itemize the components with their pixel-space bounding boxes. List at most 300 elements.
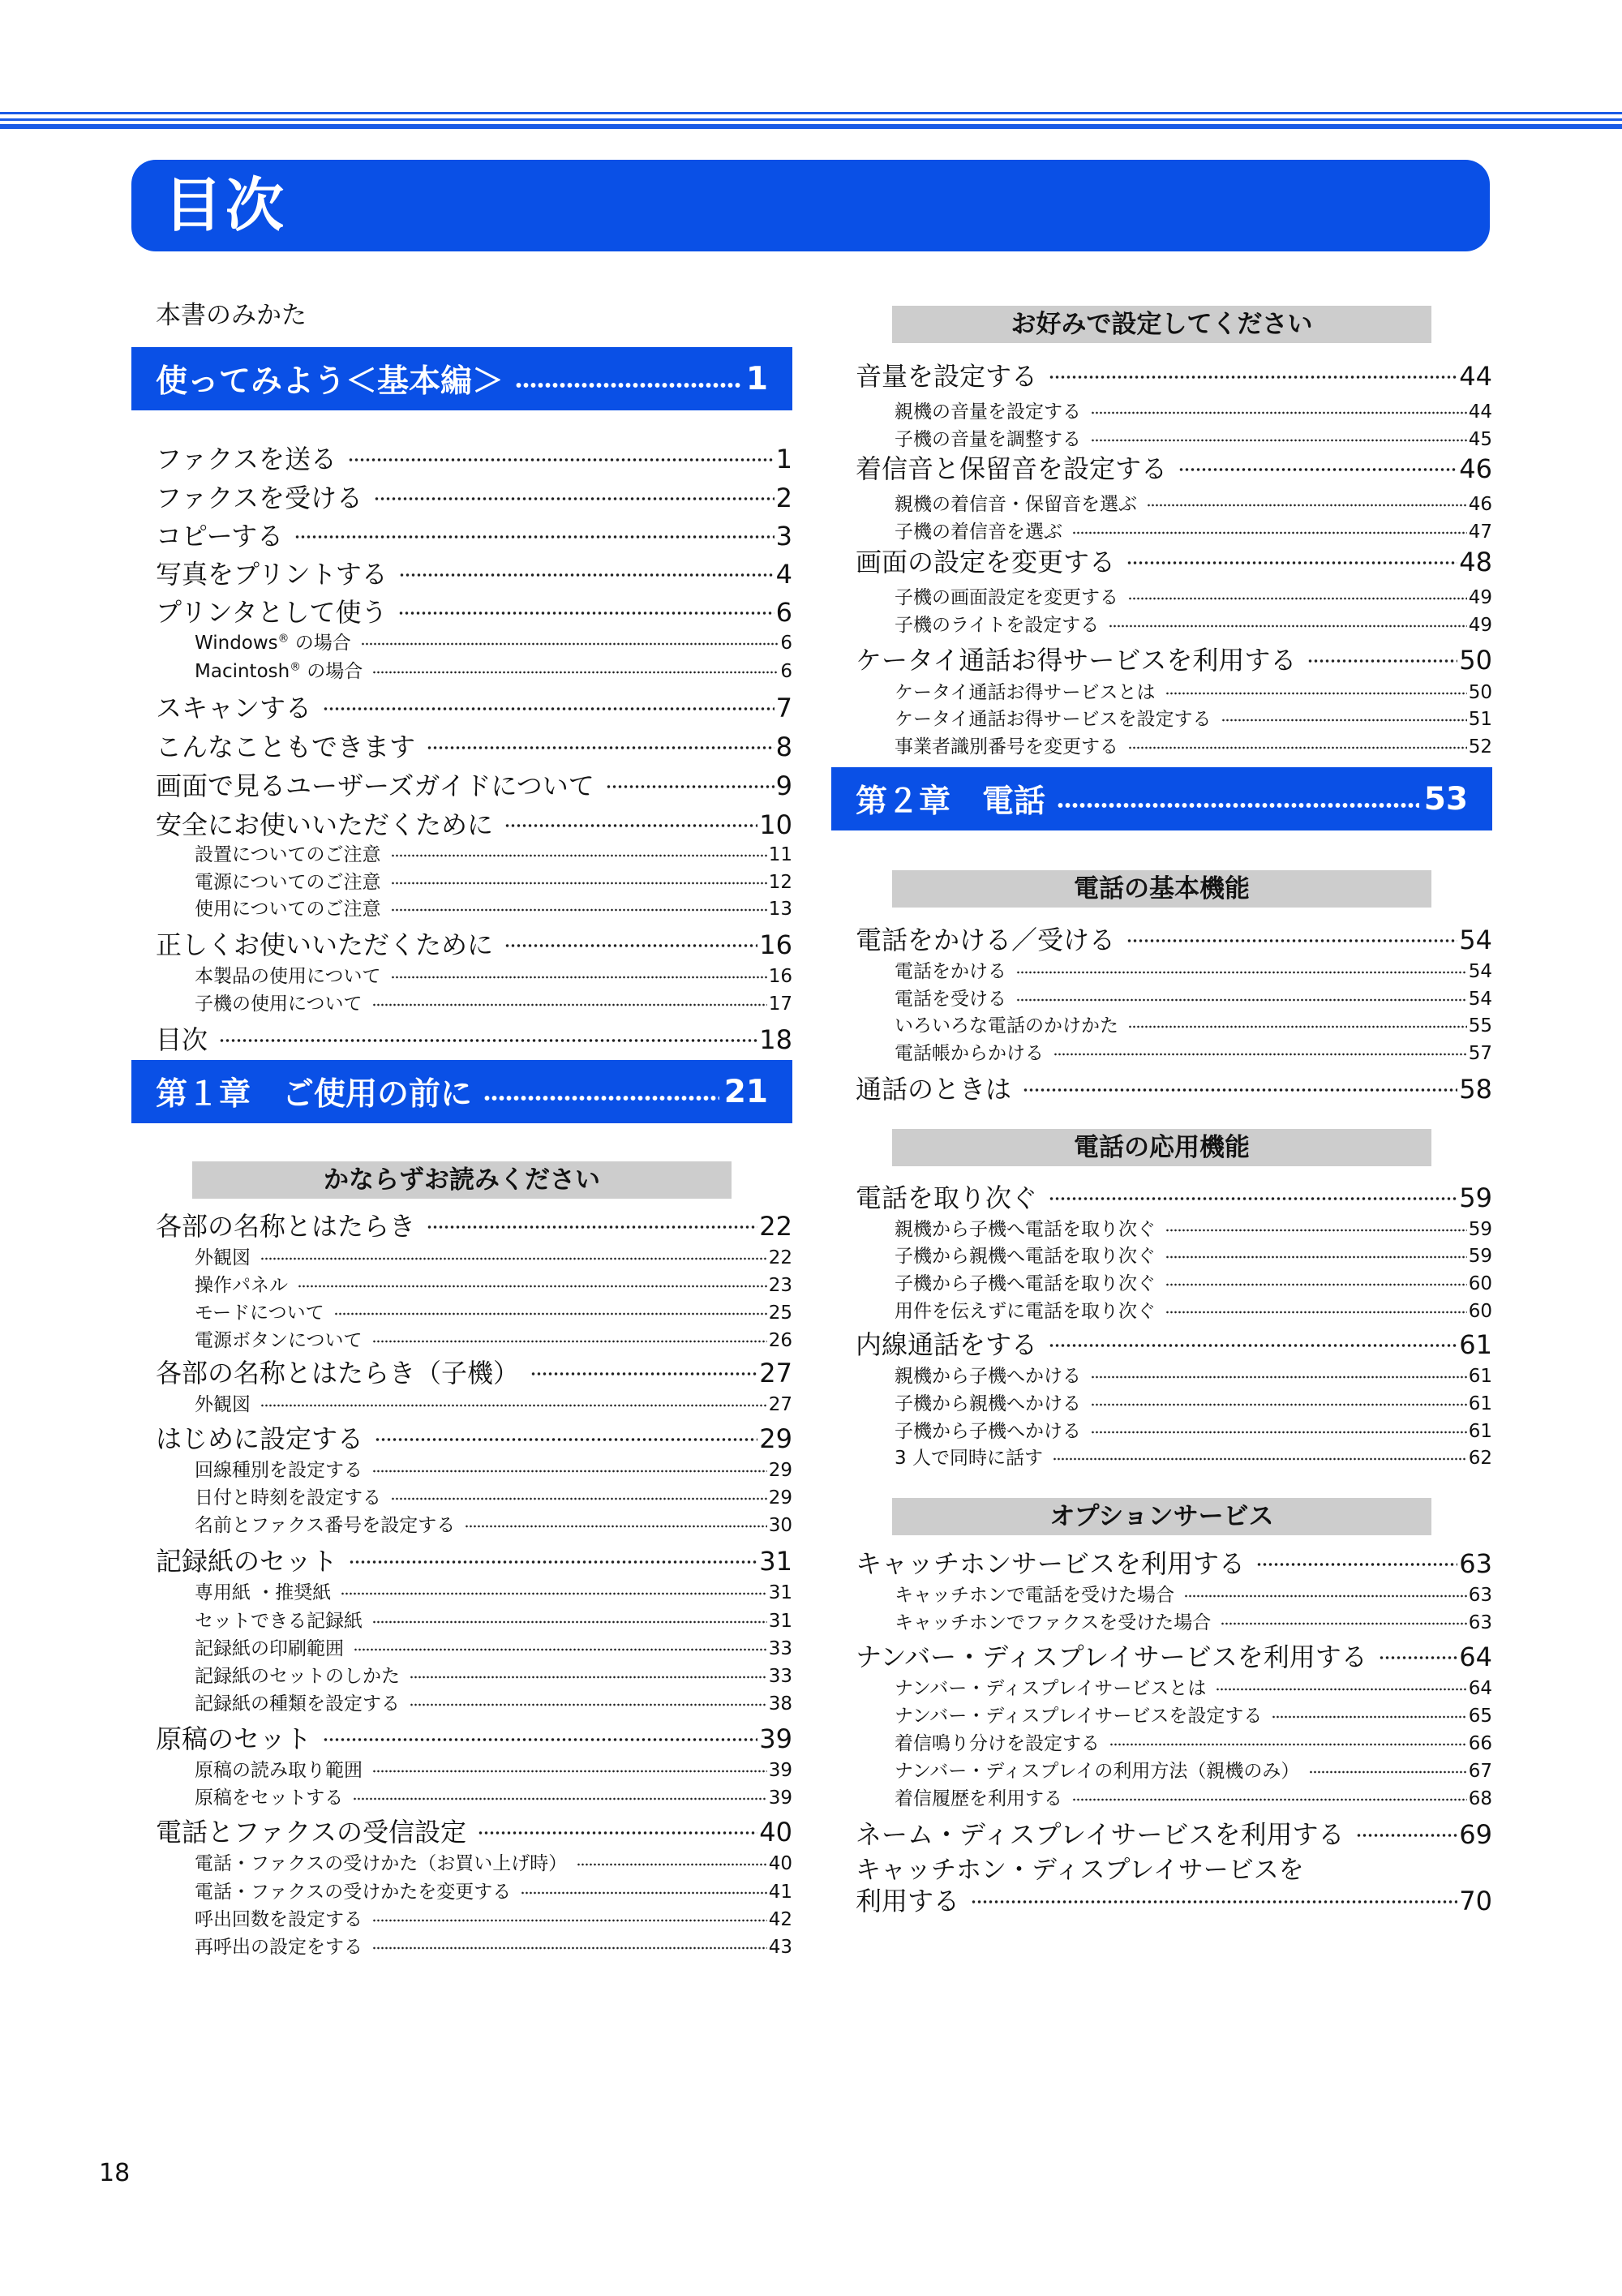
dot-leader — [1049, 1195, 1457, 1203]
toc-subentry-label: ケータイ通話お得サービスとは — [895, 682, 1156, 703]
toc-subentry — [895, 732, 1492, 756]
toc-subentry — [195, 1325, 792, 1350]
toc-subentry-label: 使用についてのご注意 — [195, 899, 381, 920]
toc-subentry-page: 57 — [1468, 1043, 1492, 1064]
toc-subentry-page: 68 — [1468, 1788, 1492, 1809]
toc-subentry-page: 54 — [1468, 961, 1492, 982]
toc-entry-page: 18 — [759, 1024, 792, 1055]
toc-subentry-label: 子機から子機へかける — [895, 1421, 1081, 1442]
dot-leader — [1165, 1227, 1467, 1234]
toc-subentry-page: 62 — [1468, 1448, 1492, 1469]
toc-entry-page: 31 — [759, 1546, 792, 1577]
toc-subentry-label: 操作パネル — [195, 1275, 288, 1296]
toc-subentry — [895, 582, 1492, 607]
toc-subentry-label: 記録紙の種類を設定する — [195, 1693, 400, 1714]
toc-subentry — [195, 1877, 792, 1901]
toc-subentry-page: 6 — [780, 661, 792, 682]
toc-subentry-label: ナンバー・ディスプレイの利用方法（親機のみ） — [895, 1761, 1300, 1782]
dot-leader — [410, 1702, 767, 1708]
toc-subentry-page: 38 — [768, 1693, 792, 1714]
dot-leader — [504, 822, 757, 830]
toc-subentry-label: 電話・ファクスの受けかたを変更する — [195, 1882, 512, 1903]
dot-leader — [1379, 1654, 1458, 1662]
toc-entry-page: 10 — [759, 809, 792, 840]
toc-subentry — [195, 1389, 792, 1414]
toc-subentry-label: 再呼出の設定をする — [195, 1937, 363, 1958]
toc-subentry — [895, 1011, 1492, 1035]
dot-leader — [372, 1917, 767, 1924]
toc-subentry-label: 名前とファクス番号を設定する — [195, 1515, 456, 1536]
toc-subentry-page: 60 — [1468, 1301, 1492, 1322]
page-title: 目次 — [164, 171, 288, 239]
chapter-page: 53 — [1423, 780, 1468, 818]
toc-entry-page: 69 — [1459, 1819, 1492, 1850]
dot-leader — [1309, 1769, 1466, 1775]
toc-subentry-page: 29 — [768, 1487, 792, 1508]
toc-entry-label: 音量を設定する — [856, 361, 1038, 392]
toc-subentry-label: 子機から親機へ電話を取り次ぐ — [895, 1246, 1156, 1267]
section-heading: オプションサービス — [892, 1498, 1431, 1535]
toc-subentry — [195, 894, 792, 918]
toc-subentry-page: 52 — [1468, 736, 1492, 757]
toc-subentry-label: 着信鳴り分けを設定する — [895, 1733, 1100, 1754]
toc-subentry — [895, 1443, 1492, 1467]
toc-entry-label: 画面の設定を変更する — [856, 547, 1116, 577]
toc-entry — [156, 1719, 792, 1754]
toc-subentry — [895, 1783, 1492, 1808]
toc-subentry-page: 16 — [768, 966, 792, 987]
toc-subentry-page: 65 — [1468, 1706, 1492, 1727]
toc-subentry — [195, 961, 792, 985]
toc-entry-page: 29 — [759, 1423, 792, 1454]
dot-leader — [1072, 1796, 1467, 1803]
toc-entry-label: 各部の名称とはたらき — [156, 1211, 416, 1242]
dot-leader — [1221, 1620, 1466, 1627]
dot-leader — [1109, 1741, 1467, 1748]
header-rule-thin-2 — [0, 118, 1622, 121]
dot-leader — [361, 641, 779, 647]
toc-entry-page: 70 — [1459, 1886, 1492, 1916]
toc-subentry — [895, 1268, 1492, 1293]
toc-entry-page: 54 — [1459, 925, 1492, 955]
toc-subentry-page: 39 — [768, 1760, 792, 1781]
dot-leader — [1091, 410, 1467, 416]
toc-subentry-page: 66 — [1468, 1733, 1492, 1754]
dot-leader — [1091, 1374, 1467, 1380]
toc-entry-label: ネーム・ディスプレイサービスを利用する — [856, 1819, 1345, 1850]
toc-subentry — [195, 1783, 792, 1807]
toc-subentry-page: 60 — [1468, 1273, 1492, 1294]
toc-entry-page: 59 — [1459, 1182, 1492, 1213]
header-rule-thick — [0, 124, 1622, 129]
toc-entry-page: 7 — [775, 693, 792, 723]
toc-subentry — [895, 1241, 1492, 1265]
toc-subentry-label: ケータイ通話お得サービスを設定する — [895, 709, 1212, 730]
toc-subentry — [895, 1673, 1492, 1697]
dot-leader — [294, 533, 775, 541]
dot-leader — [1165, 1309, 1467, 1315]
toc-subentry-label: 親機から子機へかける — [895, 1366, 1081, 1387]
toc-subentry-page: 49 — [1468, 587, 1492, 608]
dot-leader — [372, 1945, 767, 1951]
toc-subentry-label: 電源についてのご注意 — [195, 872, 381, 893]
chapter-banner — [131, 347, 792, 410]
toc-entry — [156, 766, 792, 801]
toc-entry — [156, 805, 792, 840]
toc-subentry-page: 63 — [1468, 1585, 1492, 1606]
toc-subentry-label: 本製品の使用について — [195, 966, 381, 987]
toc-subentry-page: 12 — [768, 872, 792, 893]
toc-entry-label: 着信音と保留音を設定する — [856, 453, 1168, 484]
dot-leader — [1165, 1281, 1467, 1288]
dot-leader — [372, 669, 779, 676]
toc-entry-label: キャッチホンサービスを利用する — [856, 1548, 1246, 1579]
toc-subentry-label: 子機から親機へかける — [895, 1393, 1081, 1414]
toc-subentry-label: 子機の音量を調整する — [895, 429, 1081, 450]
toc-subentry-page: 25 — [768, 1302, 792, 1324]
chapter-title: 使ってみよう＜基本編＞ — [156, 363, 504, 400]
toc-subentry-page: 43 — [768, 1937, 792, 1958]
toc-subentry-label: 用件を伝えずに電話を取り次ぐ — [895, 1301, 1156, 1322]
toc-entry — [856, 448, 1492, 484]
dot-leader — [298, 1283, 767, 1290]
toc-entry-page: 40 — [759, 1817, 792, 1848]
toc-subentry — [895, 1416, 1492, 1440]
toc-subentry — [895, 610, 1492, 634]
toc-subentry — [195, 1242, 792, 1267]
chapter-page: 1 — [745, 360, 768, 397]
toc-subentry-label: 子機から子機へ電話を取り次ぐ — [895, 1273, 1156, 1294]
toc-entry-label: 電話とファクスの受信設定 — [156, 1817, 467, 1848]
toc-subentry-page: 29 — [768, 1460, 792, 1481]
toc-entry-page: 63 — [1459, 1548, 1492, 1579]
toc-subentry-label: 外観図 — [195, 1394, 251, 1415]
dot-leader — [391, 852, 767, 859]
toc-entry-label: こんなこともできます — [156, 732, 416, 762]
dot-leader — [348, 456, 775, 464]
dot-leader — [427, 744, 775, 752]
dot-leader — [1023, 1086, 1457, 1094]
toc-entry — [156, 554, 792, 590]
dot-leader — [410, 1674, 767, 1680]
toc-subentry — [195, 1689, 792, 1713]
title-banner — [131, 160, 1490, 251]
toc-subentry — [195, 1932, 792, 1956]
chapter-heading — [156, 1060, 768, 1123]
toc-subentry — [895, 1701, 1492, 1725]
toc-subentry — [895, 1038, 1492, 1062]
dot-leader — [1016, 997, 1467, 1003]
toc-entry-label: 画面で見るユーザーズガイドについて — [156, 770, 594, 801]
toc-subentry-page: 59 — [1468, 1219, 1492, 1240]
toc-subentry — [895, 1607, 1492, 1632]
dot-leader — [971, 1898, 1457, 1906]
dot-leader — [372, 1768, 767, 1775]
registered-mark: ® — [277, 632, 290, 646]
toc-entry-label: 電話をかける／受ける — [856, 925, 1116, 955]
toc-subentry — [195, 1577, 792, 1602]
toc-subentry-label: 事業者識別番号を変更する — [895, 736, 1118, 757]
toc-entry-label: はじめに設定する — [156, 1423, 364, 1454]
chapter-title: 第１章 ご使用の前に — [156, 1076, 473, 1113]
toc-entry-page: 64 — [1459, 1642, 1492, 1672]
toc-subentry-page: 67 — [1468, 1761, 1492, 1782]
toc-subentry-label: 記録紙の印刷範囲 — [195, 1638, 344, 1659]
toc-subentry — [895, 1361, 1492, 1385]
toc-entry-label: 内線通話をする — [856, 1329, 1038, 1360]
toc-entry — [156, 439, 792, 474]
toc-subentry-page: 64 — [1468, 1678, 1492, 1699]
dot-leader — [427, 1223, 757, 1231]
toc-subentry — [895, 489, 1492, 513]
dot-leader — [260, 1255, 767, 1262]
dot-leader — [1184, 1593, 1467, 1599]
dot-leader — [1049, 373, 1457, 381]
toc-entry-label: 写真をプリントする — [156, 559, 388, 590]
dot-leader — [1128, 1024, 1467, 1030]
toc-subentry-label: 電話・ファクスの受けかた（お買い上げ時） — [195, 1853, 568, 1874]
toc-subentry-page: 55 — [1468, 1015, 1492, 1036]
toc-entry — [856, 1324, 1492, 1360]
toc-subentry-page: 17 — [768, 994, 792, 1015]
toc-entry-label: ファクスを受ける — [156, 483, 363, 513]
registered-mark: ® — [290, 660, 301, 674]
toc-subentry-page: 46 — [1468, 494, 1492, 515]
toc-subentry — [195, 1270, 792, 1294]
toc-entry-label: ファクスを送る — [156, 444, 337, 474]
toc-entry — [156, 1812, 792, 1848]
toc-subentry-label: 日付と時刻を設定する — [195, 1487, 381, 1508]
toc-subentry-label: 記録紙のセットのしかた — [195, 1666, 400, 1687]
dot-leader — [391, 880, 767, 886]
toc-entry-page: 2 — [775, 483, 792, 513]
dot-leader — [1109, 623, 1466, 629]
chapter-page: 21 — [723, 1073, 768, 1110]
toc-subentry — [895, 1580, 1492, 1604]
toc-entry — [856, 1069, 1492, 1105]
dot-leader — [375, 1436, 757, 1444]
dot-leader — [399, 571, 775, 579]
toc-subentry-label: ナンバー・ディスプレイサービスとは — [895, 1678, 1207, 1699]
toc-entry — [856, 1637, 1492, 1672]
toc-plain-line: キャッチホン・ディスプレイサービスを — [856, 1856, 1304, 1885]
toc-subentry-page: 40 — [768, 1853, 792, 1874]
toc-subentry-label: Windows® の場合 — [195, 632, 351, 654]
toc-subentry — [195, 1904, 792, 1929]
toc-subentry-page: 13 — [768, 899, 792, 920]
toc-subentry-page: 51 — [1468, 709, 1492, 730]
toc-subentry-label: いろいろな電話のかけかた — [895, 1015, 1118, 1036]
toc-entry — [156, 1206, 792, 1242]
toc-entry-label: 通話のときは — [856, 1074, 1012, 1105]
toc-subentry — [195, 867, 792, 891]
toc-subentry — [195, 628, 792, 652]
dot-leader — [372, 1468, 767, 1474]
toc-subentry-page: 31 — [768, 1582, 792, 1603]
dot-leader — [341, 1590, 766, 1597]
dot-leader — [1016, 969, 1467, 976]
toc-entry-page: 48 — [1459, 547, 1492, 577]
dot-leader — [1057, 799, 1419, 812]
dot-leader — [1091, 1429, 1467, 1436]
toc-entry — [156, 1019, 792, 1055]
toc-subentry — [895, 424, 1492, 448]
section-heading: 電話の応用機能 — [892, 1129, 1431, 1166]
page-number: 18 — [99, 2159, 131, 2187]
toc-subentry-label: キャッチホンで電話を受けた場合 — [895, 1585, 1174, 1606]
dot-leader — [219, 1036, 757, 1045]
toc-entry-label: 安全にお使いいただくために — [156, 809, 494, 840]
toc-subentry-page: 63 — [1468, 1612, 1492, 1633]
dot-leader — [372, 1338, 767, 1345]
toc-entry — [156, 592, 792, 628]
toc-entry — [156, 1541, 792, 1577]
toc-subentry-page: 54 — [1468, 989, 1492, 1010]
toc-subentry — [895, 704, 1492, 728]
header-rule-thin — [0, 112, 1622, 114]
toc-subentry-page: 33 — [768, 1666, 792, 1687]
dot-leader — [323, 1736, 757, 1744]
toc-subentry-label: 電話を受ける — [895, 989, 1006, 1010]
dot-leader — [1165, 1254, 1467, 1260]
toc-entry-page: 8 — [775, 732, 792, 762]
toc-subentry — [195, 1298, 792, 1322]
toc-entry-page: 22 — [759, 1211, 792, 1242]
dot-leader — [1049, 1341, 1457, 1350]
toc-plain-line: 本書のみかた — [156, 301, 307, 330]
dot-leader — [483, 1092, 719, 1105]
dot-leader — [398, 609, 774, 617]
toc-entry-page: 1 — [775, 444, 792, 474]
toc-subentry-label: 親機から子機へ電話を取り次ぐ — [895, 1219, 1156, 1240]
toc-entry — [856, 920, 1492, 955]
toc-entry — [856, 1543, 1492, 1579]
toc-subentry-page: 26 — [768, 1330, 792, 1351]
toc-subentry-label: 子機の画面設定を変更する — [895, 587, 1118, 608]
toc-subentry-page: 61 — [1468, 1366, 1492, 1387]
dot-leader — [1128, 745, 1467, 751]
toc-subentry-page: 45 — [1468, 429, 1492, 450]
toc-subentry-page: 49 — [1468, 615, 1492, 636]
toc-entry — [156, 478, 792, 513]
toc-subentry — [895, 1388, 1492, 1413]
toc-subentry-label: キャッチホンでファクスを受けた場合 — [895, 1612, 1212, 1633]
toc-entry-page: 6 — [775, 597, 792, 628]
toc-entry-page: 9 — [775, 770, 792, 801]
toc-subentry — [195, 839, 792, 864]
toc-subentry-page: 23 — [768, 1275, 792, 1296]
toc-entry — [856, 356, 1492, 392]
dot-leader — [530, 1370, 757, 1378]
toc-subentry-page: 42 — [768, 1909, 792, 1930]
dot-leader — [354, 1646, 767, 1653]
toc-subentry-label: ナンバー・ディスプレイサービスを設定する — [895, 1706, 1263, 1727]
toc-subentry-label: 電話をかける — [895, 961, 1006, 982]
toc-subentry — [895, 397, 1492, 421]
toc-subentry — [895, 1728, 1492, 1753]
dot-leader — [260, 1402, 767, 1409]
section-heading: 電話の基本機能 — [892, 870, 1431, 908]
chapter-banner — [131, 1060, 792, 1123]
toc-subentry-label: 着信履歴を利用する — [895, 1788, 1062, 1809]
toc-subentry-label: 電話帳からかける — [895, 1043, 1044, 1064]
toc-subentry — [195, 1510, 792, 1534]
toc-subentry-label: 親機の着信音・保留音を選ぶ — [895, 494, 1137, 515]
dot-leader — [349, 1558, 757, 1566]
toc-entry-label: ナンバー・ディスプレイサービスを利用する — [856, 1642, 1367, 1672]
dot-leader — [1165, 690, 1467, 697]
section-heading: かならずお読みください — [192, 1161, 732, 1199]
toc-subentry-label: 子機の使用について — [195, 994, 363, 1015]
toc-subentry-page: 59 — [1468, 1246, 1492, 1267]
toc-subentry-page: 22 — [768, 1247, 792, 1268]
toc-subentry — [895, 1296, 1492, 1320]
toc-subentry — [895, 517, 1492, 541]
chapter-heading — [156, 347, 768, 410]
dot-leader — [391, 974, 767, 981]
toc-subentry-label: 回線種別を設定する — [195, 1460, 363, 1481]
toc-subentry-page: 44 — [1468, 401, 1492, 423]
toc-subentry — [195, 1633, 792, 1658]
toc-subentry-label: 原稿をセットする — [195, 1787, 344, 1809]
toc-subentry — [195, 989, 792, 1013]
toc-subentry-page: 6 — [780, 633, 792, 654]
dot-leader — [1178, 466, 1457, 474]
dot-leader — [391, 1496, 767, 1502]
toc-subentry-label: 呼出回数を設定する — [195, 1909, 363, 1930]
toc-entry — [856, 1814, 1492, 1850]
dot-leader — [1356, 1831, 1458, 1839]
dot-leader — [465, 1523, 766, 1530]
toc-subentry-page: 33 — [768, 1638, 792, 1659]
dot-leader — [1128, 595, 1467, 602]
dot-leader — [374, 495, 775, 503]
dot-leader — [1147, 502, 1467, 509]
toc-entry — [856, 542, 1492, 577]
toc-subentry — [195, 1606, 792, 1630]
toc-entry-label: 利用する — [856, 1886, 960, 1916]
toc-subentry-label: セットできる記録紙 — [195, 1611, 363, 1632]
toc-entry-label: ケータイ通話お得サービスを利用する — [856, 645, 1297, 676]
section-heading: お好みで設定してください — [892, 306, 1431, 343]
toc-subentry — [195, 1455, 792, 1479]
toc-subentry-label: 子機の着信音を選ぶ — [895, 521, 1062, 543]
toc-subentry — [195, 1483, 792, 1507]
toc-subentry-page: 61 — [1468, 1393, 1492, 1414]
dot-leader — [577, 1861, 766, 1868]
toc-entry — [156, 1353, 792, 1388]
dot-leader — [1072, 530, 1467, 536]
dot-leader — [391, 907, 767, 913]
toc-subentry — [895, 677, 1492, 702]
dot-leader — [1126, 937, 1457, 945]
toc-subentry — [895, 984, 1492, 1008]
chapter-heading — [856, 767, 1468, 830]
toc-entry — [156, 516, 792, 551]
toc-entry-label: コピーする — [156, 521, 284, 551]
chapter-title: 第２章 電話 — [856, 783, 1046, 820]
toc-entry — [156, 727, 792, 762]
toc-subentry-page: 61 — [1468, 1421, 1492, 1442]
dot-leader — [606, 783, 775, 791]
toc-entry-label: 目次 — [156, 1024, 208, 1055]
toc-entry-label: 各部の名称とはたらき（子機） — [156, 1358, 520, 1388]
toc-subentry-label: 親機の音量を設定する — [895, 401, 1081, 423]
toc-entry-label: プリンタとして使う — [156, 597, 388, 628]
toc-subentry-page: 27 — [768, 1394, 792, 1415]
toc-entry — [156, 925, 792, 960]
toc-entry-page: 46 — [1459, 453, 1492, 484]
